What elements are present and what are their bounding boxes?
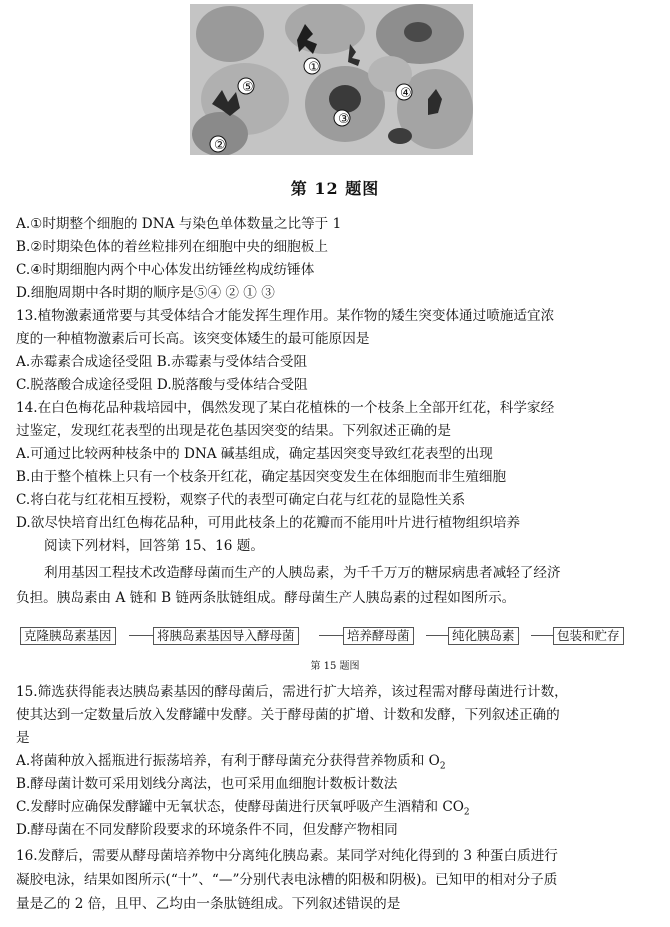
flow-arrow [319,635,343,636]
q15-option-a-sub: 2 [439,761,446,772]
cell-micrograph [190,4,473,155]
q15-option-c-text: C.发酵时应确保发酵罐中无氧状态，使酵母菌进行厌氧呼吸产生酒精和 CO [16,799,464,815]
q16-stem-line3: 量是乙的 2 倍，且甲、乙均由一条肽链组成。下列叙述错误的是 [16,896,401,912]
flow-arrow [426,635,448,636]
reading-passage-line2: 负担。胰岛素由 A 链和 B 链两条肽链组成。酵母菌生产人胰岛素的过程如图所示。 [16,590,516,606]
q15-option-d: D.酵母菌在不同发酵阶段要求的环境条件不同，但发酵产物相同 [16,822,398,838]
q14-stem-line1: 14.在白色梅花品种栽培园中，偶然发现了某白花植株的一个枝条上全部开红花，科学家经 [16,400,555,416]
q13-stem-line2: 度的一种植物激素后可长高。该突变体矮生的最可能原因是 [16,331,370,347]
q16-stem-line2: 凝胶电泳，结果如图所示(“十”、“—”分别代表电泳槽的阳极和阴极)。已知甲的相对分子质 [16,872,558,888]
q14-option-a: A.可通过比较两种枝条中的 DNA 碱基组成，确定基因突变导致红花表型的出现 [16,446,493,462]
q14-option-c: C.将白花与红花相互授粉，观察子代的表型可确定白花与红花的显隐性关系 [16,492,466,508]
q15-option-c-sub: 2 [463,807,470,818]
label-2: ② [214,138,226,153]
q14-stem-line2: 过鉴定，发现红花表型的出现是花色基因突变的结果。下列叙述正确的是 [16,423,451,439]
reading-intro: 阅读下列材料，回答第 15、16 题。 [44,538,264,554]
q13-options-cd: C.脱落酸合成途径受阻 D.脱落酸与受体结合受阻 [16,377,308,393]
flow-step-package: 包装和贮存 [553,627,624,645]
q12-option-a: A.①时期整个细胞的 DNA 与染色单体数量之比等于 1 [16,216,342,232]
flow-step-transform: 将胰岛素基因导入酵母菌 [153,627,299,645]
flow-step-clone: 克隆胰岛素基因 [20,627,116,645]
label-5: ⑤ [242,80,254,95]
q14-option-d: D.欲尽快培育出红色梅花品种，可用此枝条上的花瓣而不能用叶片进行植物组织培养 [16,515,521,531]
q13-options-ab: A.赤霉素合成途径受阻 B.赤霉素与受体结合受阻 [16,354,308,370]
flow-arrow [531,635,553,636]
q15-stem-line3: 是 [16,730,30,746]
flow-step-purify: 纯化胰岛素 [448,627,519,645]
label-4: ④ [400,86,412,101]
q12-option-d: D.细胞周期中各时期的顺序是⑤④ ② ① ③ [16,285,275,301]
q15-option-a-text: A.将菌种放入摇瓶进行振荡培养，有利于酵母菌充分获得营养物质和 O [16,753,440,769]
q15-stem-line1: 15.筛选获得能表达胰岛素基因的酵母菌后，需进行扩大培养，该过程需对酵母菌进行计数， [16,684,568,700]
q16-stem-line1: 16.发酵后，需要从酵母菌培养物中分离纯化胰岛素。某同学对纯化得到的 3 种蛋白质进行 [16,848,558,864]
insulin-process-flow [20,627,660,645]
q15-stem-line2: 使其达到一定数量后放入发酵罐中发酵。关于酵母菌的扩增、计数和发酵，下列叙述正确的 [16,707,560,723]
q15-option-b: B.酵母菌计数可采用划线分离法，也可采用血细胞计数板计数法 [16,776,398,792]
q13-stem-line1: 13.植物激素通常要与其受体结合才能发挥生理作用。某作物的矮生突变体通过喷施适宜浓 [16,308,555,324]
flow-step-culture: 培养酵母菌 [343,627,414,645]
reading-passage-line1: 利用基因工程技术改造酵母菌而生产的人胰岛素，为千千万万的糖尿病患者减轻了经济 [44,565,561,581]
label-3: ③ [338,112,350,127]
figure-12-caption: 第 12 题图 [290,179,380,198]
label-1: ① [308,60,320,75]
q12-option-b: B.②时期染色体的着丝粒排列在细胞中央的细胞板上 [16,239,328,255]
q14-option-b: B.由于整个植株上只有一个枝条开红花，确定基因突变发生在体细胞而非生殖细胞 [16,469,507,485]
flow-arrow [129,635,153,636]
q12-option-c: C.④时期细胞内两个中心体发出纺锤丝构成纺锤体 [16,262,315,278]
figure-15-caption: 第 15 题图 [310,661,360,672]
